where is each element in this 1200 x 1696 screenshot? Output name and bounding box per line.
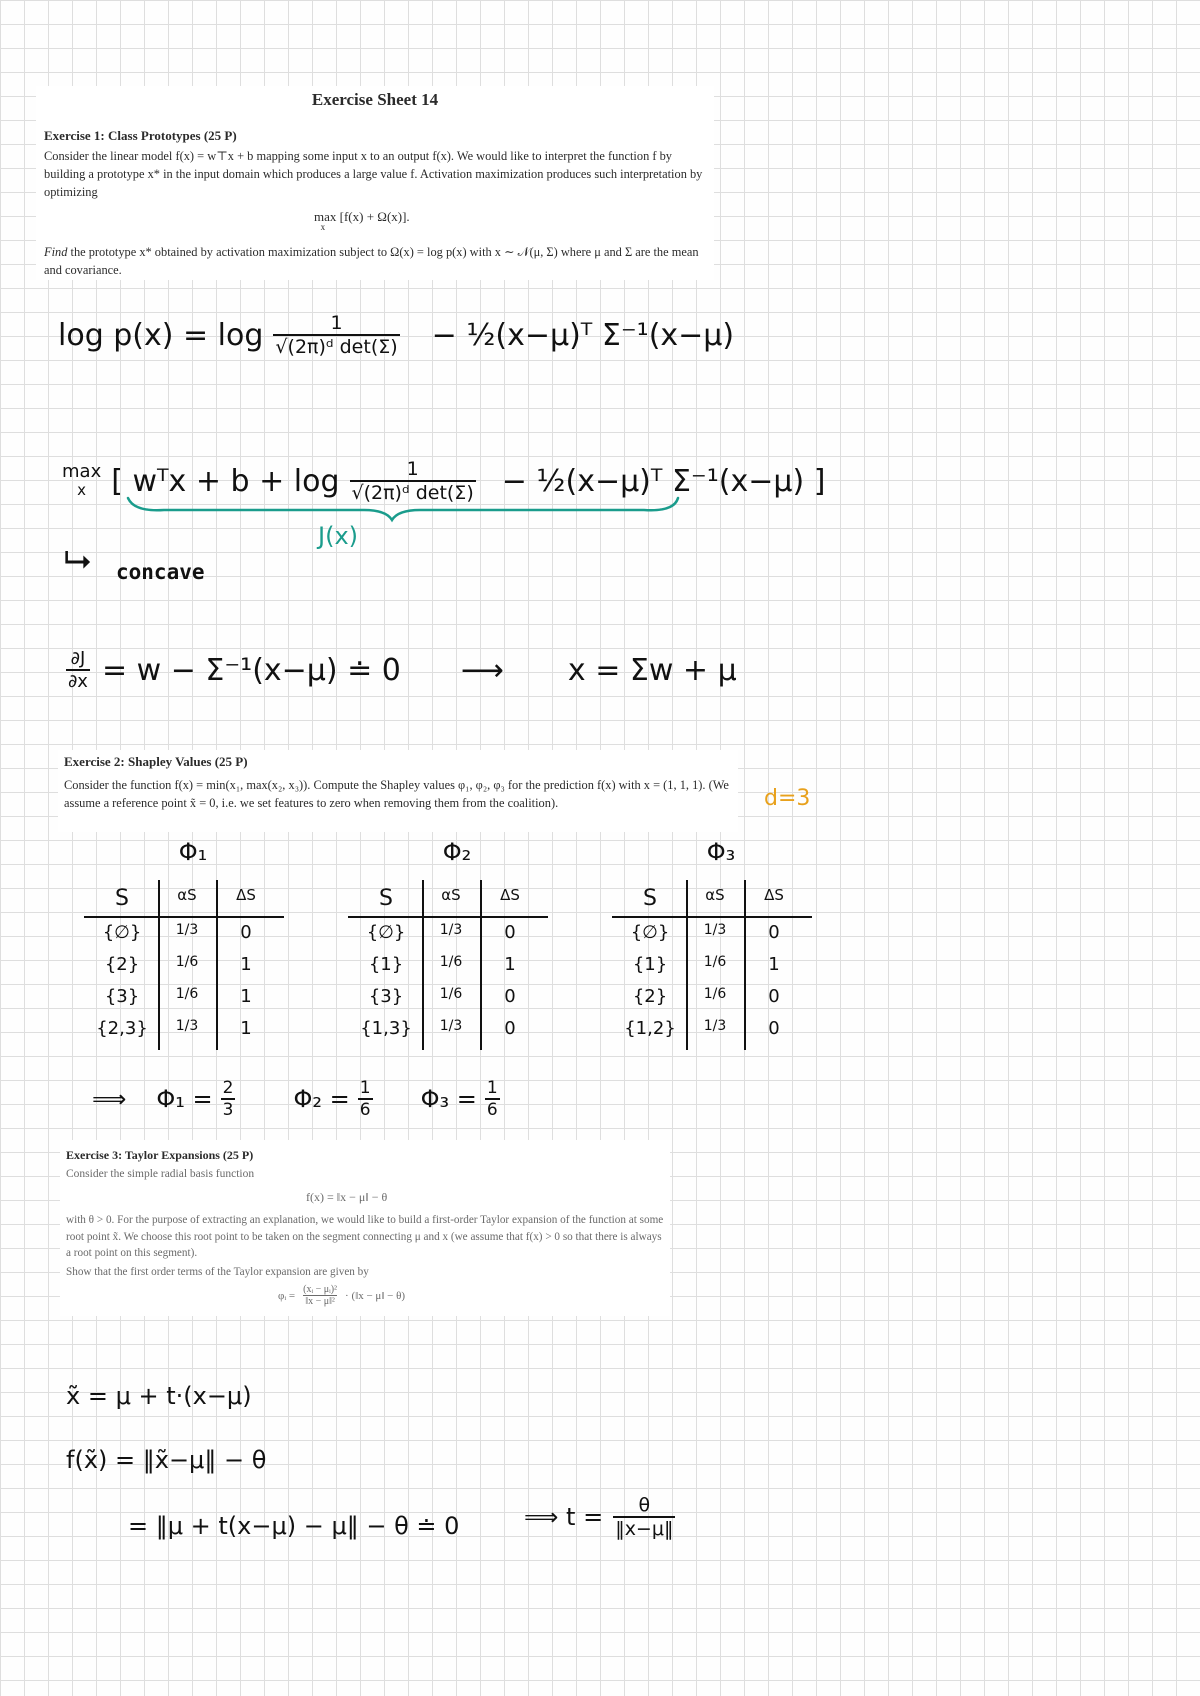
phi3-result-fraction	[485, 1078, 500, 1120]
concave-note: concave	[116, 560, 205, 584]
log-density-lhs: log p(x) = log	[58, 317, 264, 353]
phi3-result-denominator: 6	[486, 1100, 498, 1120]
table-cell: 1/6	[439, 954, 463, 970]
table-column-rule	[422, 880, 424, 1050]
objective-left: [ wᵀx + b + log	[111, 463, 340, 499]
table-cell: {2,3}	[96, 1018, 148, 1039]
results-arrow-icon: ⟹	[92, 1085, 127, 1113]
phi2-result-numerator: 1	[359, 1078, 371, 1098]
table-header-rule	[612, 916, 812, 918]
table-cell: 0	[240, 922, 252, 943]
teal-underbrace-path	[128, 498, 678, 520]
shapley-results	[92, 1078, 500, 1120]
max-label: max	[62, 461, 102, 482]
table-header-cell: αS	[705, 886, 725, 904]
taylor-relevance-denominator: ‖x − μ‖²	[305, 1296, 335, 1307]
table-cell: {1,2}	[624, 1018, 676, 1039]
table-cell: 1/6	[703, 986, 727, 1002]
phi3-result-numerator: 1	[486, 1078, 498, 1098]
table-cell: 1/3	[703, 922, 727, 938]
exercise-3-intro: Consider the simple radial basis function	[66, 1168, 255, 1180]
table-cell: 1	[240, 986, 252, 1007]
table-cell: {2}	[104, 954, 140, 975]
log-density-fraction	[273, 312, 399, 358]
derivative-numerator: ∂J	[70, 648, 86, 669]
table-header-cell: S	[643, 886, 657, 911]
exercise-1-equation-subscript: x	[320, 222, 326, 232]
phi2-result-denominator: 6	[359, 1100, 371, 1120]
shapley-table-3	[616, 838, 826, 1058]
derivative-denominator: ∂x	[68, 671, 88, 692]
table-cell: {2}	[632, 986, 668, 1007]
table-header-cell: ΔS	[500, 886, 520, 904]
log-density-line	[58, 312, 734, 358]
table-phi-title: Φ₂	[442, 838, 472, 866]
table-cell: 0	[768, 986, 780, 1007]
page-title: Exercise Sheet 14	[311, 90, 439, 109]
objective-denominator: √(2π)ᵈ det(Σ)	[351, 482, 474, 504]
taylor-relevance-fraction	[301, 1284, 339, 1307]
table-cell: {3}	[368, 986, 404, 1007]
table-header-cell: ΔS	[764, 886, 784, 904]
phi1-result-numerator: 2	[222, 1078, 234, 1098]
table-cell: {1}	[632, 954, 668, 975]
exercise-1-question-text: the prototype x* obtained by activation maximization subject to Ω(x) = log p(x) with x ∼ 𝒩(μ, Σ) where μ and Σ are the mean and covariance.	[44, 245, 699, 277]
table-cell: 0	[768, 922, 780, 943]
table-cell: {∅}	[102, 922, 142, 943]
exercise-1-question	[44, 243, 708, 279]
phi3-result-label: Φ₃ =	[420, 1085, 477, 1113]
table-cell: 1	[240, 954, 252, 975]
table-header-cell: αS	[177, 886, 197, 904]
table-cell: {∅}	[366, 922, 406, 943]
table-header-cell: S	[379, 886, 393, 911]
table-cell: 0	[768, 1018, 780, 1039]
table-cell: 1/3	[439, 1018, 463, 1034]
exercise-3-task: Show that the first order terms of the Taylor expansion are given by	[66, 1266, 369, 1278]
t-solution-label: ⟹ t =	[524, 1503, 604, 1531]
table-phi-title: Φ₃	[706, 838, 736, 866]
t-solution-numerator: θ	[638, 1494, 651, 1516]
table-cell: 1/3	[175, 1018, 199, 1034]
table-column-rule	[686, 880, 688, 1050]
exercise-1-equation-text: max [f(x) + Ω(x)].	[314, 209, 410, 224]
exercise-3-heading: Exercise 3: Taylor Expansions (25 P)	[66, 1148, 254, 1162]
exercise-1-paragraph: Consider the linear model f(x) = w⊤x + b mapping some input x to an output f(x). We would like to interpret the function f by building a prototype x* in the input domain which produces a large value f. Activation maximization produces such interpretation by optimizing	[44, 149, 703, 199]
table-cell: {3}	[104, 986, 140, 1007]
log-density-denominator: √(2π)ᵈ det(Σ)	[275, 336, 398, 358]
root-condition-line: = ‖μ + t(x−μ) − μ‖ − θ ≐ 0	[128, 1512, 460, 1540]
exercise-2-paragraph: Consider the function f(x) = min(x₁, max(x₂, x₃)). Compute the Shapley values φ₁, φ₂, φ₃ for the prediction f(x) with x = (1, 1, 1). (We assume a reference point x̃ = 0, i.e. we set features to zero when removing them from the coalition).	[64, 778, 729, 810]
table-column-rule	[480, 880, 482, 1050]
t-solution-denominator: ‖x−μ‖	[615, 1518, 674, 1540]
table-header-cell: ΔS	[236, 886, 256, 904]
table-cell: 1	[240, 1018, 252, 1039]
table-header-cell: S	[115, 886, 129, 911]
phi1-result-label: Φ₁ =	[156, 1085, 213, 1113]
objective-right: − ½(x−μ)ᵀ Σ⁻¹(x−μ) ]	[501, 463, 826, 499]
implies-arrow-icon: ⟶	[460, 652, 504, 688]
taylor-relevance-numerator: (xᵢ − μᵢ)²	[303, 1284, 338, 1295]
taylor-relevance-lhs: φᵢ =	[278, 1289, 296, 1302]
table-cell: 1/6	[703, 954, 727, 970]
max-subscript: x	[77, 481, 87, 499]
table-cell: 0	[504, 922, 516, 943]
phi1-result-denominator: 3	[222, 1100, 234, 1120]
taylor-relevance-equation	[278, 1284, 405, 1307]
table-cell: 1/3	[703, 1018, 727, 1034]
shapley-table-2	[352, 838, 562, 1058]
table-header-cell: αS	[441, 886, 461, 904]
root-function-line: f(x̃) = ‖x̃−μ‖ − θ	[66, 1446, 267, 1474]
table-cell: 1/6	[175, 954, 199, 970]
exercise-1-find-word: Find	[44, 245, 68, 259]
dimension-note: d=3	[764, 786, 811, 811]
taylor-relevance-rhs: · (‖x − μ‖ − θ)	[345, 1289, 406, 1302]
table-cell: 1	[504, 954, 516, 975]
objective-numerator: 1	[406, 458, 419, 480]
table-cell: 1/6	[175, 986, 199, 1002]
table-cell: 0	[504, 986, 516, 1007]
phi2-result-fraction	[358, 1078, 373, 1120]
log-density-rhs: − ½(x−μ)ᵀ Σ⁻¹(x−μ)	[431, 317, 735, 353]
exercise-1-equation	[314, 209, 410, 232]
table-cell: {1,3}	[360, 1018, 412, 1039]
table-column-rule	[158, 880, 160, 1050]
table-cell: 1/6	[439, 986, 463, 1002]
table-cell: 1/3	[175, 922, 199, 938]
concave-arrow-icon: ⮡	[64, 540, 92, 580]
max-operator	[62, 463, 101, 499]
rbf-equation: f(x) = ‖x − μ‖ − θ	[306, 1190, 388, 1204]
table-cell: 0	[504, 1018, 516, 1039]
derivative-line	[66, 648, 737, 692]
root-point-line: x̃ = μ + t·(x−μ)	[66, 1382, 252, 1410]
phi2-result-label: Φ₂ =	[293, 1085, 350, 1113]
table-phi-title: Φ₁	[178, 838, 208, 866]
table-header-rule	[348, 916, 548, 918]
derivative-rhs: = w − Σ⁻¹(x−μ) ≐ 0	[101, 652, 401, 688]
exercise-1-heading: Exercise 1: Class Prototypes (25 P)	[44, 128, 237, 143]
phi1-result-fraction	[221, 1078, 236, 1120]
prototype-result: x = Σw + μ	[567, 652, 737, 688]
objective-j-label: J(x)	[318, 522, 359, 550]
table-cell: {∅}	[630, 922, 670, 943]
table-cell: 1/3	[439, 922, 463, 938]
table-column-rule	[744, 880, 746, 1050]
table-column-rule	[216, 880, 218, 1050]
t-solution	[524, 1494, 675, 1540]
t-solution-fraction	[613, 1494, 675, 1540]
exercise-2-heading: Exercise 2: Shapley Values (25 P)	[64, 754, 248, 769]
table-cell: 1	[768, 954, 780, 975]
exercise-3-paragraph: with θ > 0. For the purpose of extracting an explanation, we would like to build a first-order Taylor expansion of the function at some root point x̃. We choose this root point to be taken on the segment connecting μ and x (we assume that f(x) > 0 so that there is always a root point on this segment).	[66, 1214, 664, 1259]
table-header-rule	[84, 916, 284, 918]
log-density-numerator: 1	[330, 312, 343, 334]
shapley-table-1	[88, 838, 298, 1058]
derivative-fraction	[66, 648, 90, 692]
teal-underbrace	[124, 494, 684, 524]
table-cell: {1}	[368, 954, 404, 975]
